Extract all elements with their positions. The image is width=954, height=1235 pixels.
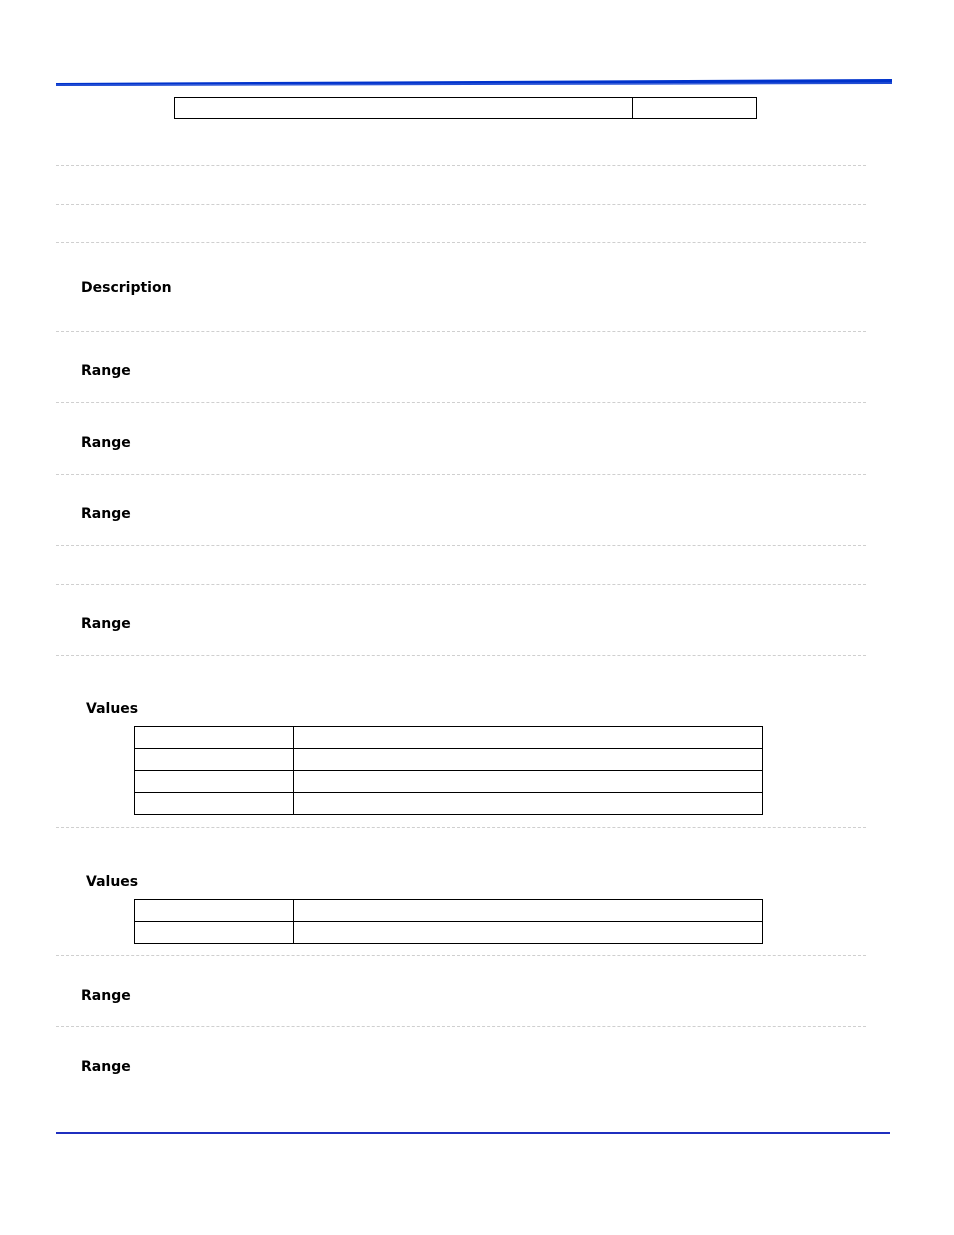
header-rule — [56, 79, 892, 86]
section-divider — [56, 545, 866, 546]
table-cell — [294, 793, 763, 815]
section-divider — [56, 655, 866, 656]
range-label: Range — [81, 1059, 131, 1075]
description-label: Description — [81, 280, 172, 296]
table-cell — [135, 771, 294, 793]
table-cell — [135, 900, 294, 922]
table-row — [135, 922, 763, 944]
header-cell-title — [175, 98, 633, 119]
table-row — [135, 771, 763, 793]
header-table — [174, 97, 757, 119]
section-divider — [56, 955, 866, 956]
table-cell — [294, 900, 763, 922]
values-label: Values — [86, 701, 139, 717]
table-row — [135, 749, 763, 771]
table-cell — [294, 749, 763, 771]
range-label: Range — [81, 616, 131, 632]
section-divider — [56, 331, 866, 332]
values-table — [134, 899, 763, 944]
table-cell — [294, 771, 763, 793]
section-divider — [56, 1026, 866, 1027]
table-cell — [294, 727, 763, 749]
section-divider — [56, 402, 866, 403]
table-row — [135, 727, 763, 749]
section-divider — [56, 474, 866, 475]
table-cell — [135, 793, 294, 815]
values-label: Values — [86, 874, 139, 890]
section-divider — [56, 827, 866, 828]
table-row — [135, 900, 763, 922]
table-cell — [135, 727, 294, 749]
table-cell — [294, 922, 763, 944]
section-divider — [56, 165, 866, 166]
table-cell — [135, 922, 294, 944]
range-label: Range — [81, 506, 131, 522]
table-row — [175, 98, 757, 119]
range-label: Range — [81, 363, 131, 379]
header-cell-page — [633, 98, 757, 119]
section-divider — [56, 204, 866, 205]
table-cell — [135, 749, 294, 771]
values-table — [134, 726, 763, 815]
section-divider — [56, 242, 866, 243]
range-label: Range — [81, 988, 131, 1004]
footer-rule — [56, 1132, 890, 1134]
range-label: Range — [81, 435, 131, 451]
section-divider — [56, 584, 866, 585]
table-row — [135, 793, 763, 815]
